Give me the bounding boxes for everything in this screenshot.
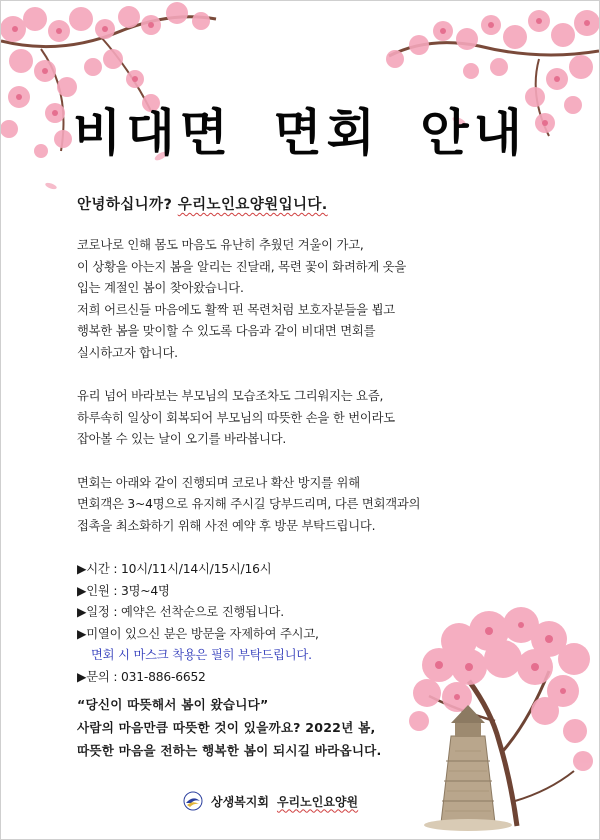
paragraph-line: 면회객은 3~4명으로 유지해 주시길 당부드리며, 다른 면회객과의 [77, 497, 421, 512]
paragraph-intro [77, 235, 477, 365]
paragraph-line: 하루속히 일상이 회복되어 부모님의 따뜻한 손을 한 번이라도 [77, 410, 395, 425]
organization-logo-icon [183, 791, 203, 811]
quote-line: “당신이 따뜻해서 봄이 왔습니다” [77, 697, 269, 712]
info-fever: ▶미열이 있으신 분은 방문을 자제하여 주시고, [77, 626, 319, 641]
info-contact: ▶문의 : 031-886-6652 [77, 669, 206, 684]
page-title: 비대면 면회 안내 [73, 104, 527, 162]
info-people: ▶인원 : 3명~4명 [77, 583, 170, 598]
footer-signature [183, 791, 358, 811]
paragraph-line: 이 상황을 아는지 봄을 알리는 진달래, 목련 꽃이 화려하게 옷을 [77, 259, 407, 274]
paragraph-line: 실시하고자 합니다. [77, 345, 178, 360]
info-mask-request: 면회 시 마스크 착용은 필히 부탁드립니다. [91, 648, 312, 663]
paragraph-line: 잡아볼 수 있는 날이 오기를 바라봅니다. [77, 432, 287, 447]
paragraph-line: 행복한 봄을 맞이할 수 있도록 다음과 같이 비대면 면회를 [77, 324, 376, 339]
greeting-facility: 우리노인요양원입니다. [177, 197, 328, 213]
paragraph-guidelines [77, 473, 477, 538]
footer-facility-name: 우리노인요양원 [276, 794, 359, 809]
footer-org-name: 상생복지회 [211, 794, 269, 809]
quote-line: 사람의 마음만큼 따뜻한 것이 있을까요? 2022년 봄, [77, 720, 376, 735]
visit-info-list [77, 559, 477, 689]
paragraph-line: 저희 어르신들 마음에도 활짝 핀 목련처럼 보호자분들을 뵙고 [77, 302, 395, 317]
paragraph-line: 면회는 아래와 같이 진행되며 코로나 확산 방지를 위해 [77, 475, 360, 490]
paragraph-line: 접촉을 최소화하기 위해 사전 예약 후 방문 부탁드립니다. [77, 518, 376, 533]
paragraph-wish [77, 386, 477, 451]
greeting-hello: 안녕하십니까? [77, 197, 173, 213]
info-time: ▶시간 : 10시/11시/14시/15시/16시 [77, 561, 272, 576]
paragraph-line: 유리 넘어 바라보는 부모님의 모습조차도 그리워지는 요즘, [77, 389, 384, 404]
closing-quote [77, 693, 382, 762]
notice-body [77, 235, 477, 688]
paragraph-line: 코로나로 인해 몸도 마음도 유난히 추웠던 겨울이 가고, [77, 238, 364, 252]
info-schedule: ▶일정 : 예약은 선착순으로 진행됩니다. [77, 605, 284, 620]
quote-line: 따뜻한 마음을 전하는 행복한 봄이 되시길 바라옵니다. [77, 743, 382, 758]
paragraph-line: 입는 계절인 봄이 찾아왔습니다. [77, 281, 244, 296]
greeting [77, 193, 328, 214]
